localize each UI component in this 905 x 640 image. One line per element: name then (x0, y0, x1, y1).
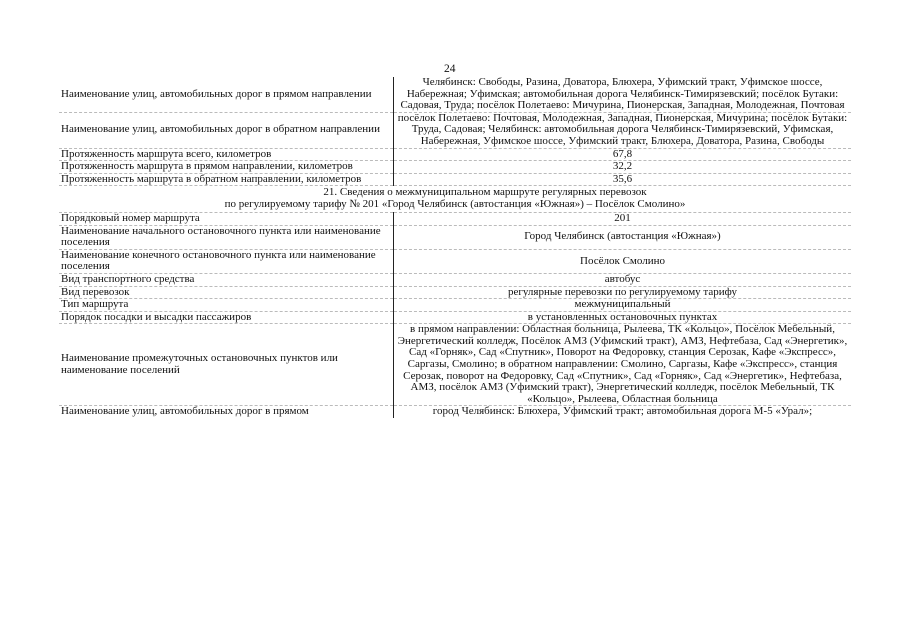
row-value: город Челябинск: Блюхера, Уфимский тракт; автомобильная дорога М-5 «Урал»; (394, 406, 852, 418)
row-value: Город Челябинск (автостанция «Южная») (394, 225, 852, 249)
row-value: автобус (394, 273, 852, 286)
row-label: Тип маршрута (59, 299, 394, 312)
table-row (59, 225, 851, 249)
row-value: Челябинск: Свободы, Разина, Доватора, Блюхера, Уфимский тракт, Уфимское шоссе, Набережная; Уфимская; автомобильная дорога Челябинск-Тимирязевский; посёлок Бутаки: Садовая, Труда; посёлок Полетаево: Мичурина, Пионерская, Западная, Молодежная, Почтовая (394, 77, 852, 112)
table-row (59, 161, 851, 174)
section-heading-line-1: 21. Сведения о межмуниципальном маршруте регулярных перевозок (323, 186, 647, 199)
row-value: в прямом направлении: Областная больница, Рылеева, ТК «Кольцо», Посёлок Мебельный, Энергетический колледж, Посёлок АМЗ (Уфимский тракт), АМЗ, Нефтебаза, Сад «Энергетик», Сад «Горняк», Сад «Спутник», Поворот на Федоровку, станция Серозак, Кафе «Экспресс», Саргазы, Смолино; в обратном направлении: Смолино, Саргазы, Кафе «Экспресс», станция Серозак, поворот на Федоровку, Сад «Спутник», Сад «Горняк», Сад «Энергетик», Нефтебаза, АМЗ, посёлок АМЗ (Уфимский тракт), Энергетический колледж, посёлок Мебельный, ТК «Кольцо», Рылеева, Областная больница (394, 324, 852, 406)
row-value: 32,2 (394, 161, 852, 174)
section-heading (59, 186, 851, 213)
row-label: Вид транспортного средства (59, 273, 394, 286)
row-value: межмуниципальный (394, 299, 852, 312)
table-row (59, 286, 851, 299)
row-label: Порядковый номер маршрута (59, 212, 394, 225)
table-row (59, 324, 851, 406)
page-number: 24 (444, 63, 456, 75)
row-label: Наименование начального остановочного пункта или наименование поселения (59, 225, 394, 249)
table-row (59, 212, 851, 225)
table-row (59, 173, 851, 186)
row-value: посёлок Полетаево: Почтовая, Молодежная, Западная, Пионерская, Мичурина; посёлок Бутаки: Труда, Садовая; Челябинск: автомобильная дорога Челябинск-Тимирязевский, Уфимская, Набережная, Уфимское шоссе, Уфимский тракт, Блюхера, Доватора, Разина, Свободы (394, 112, 852, 148)
table-row (59, 299, 851, 312)
row-label: Вид перевозок (59, 286, 394, 299)
row-label: Протяженность маршрута всего, километров (59, 148, 394, 161)
section-heading-row (59, 186, 851, 213)
row-value: 35,6 (394, 173, 852, 186)
row-value: в установленных остановочных пунктах (394, 311, 852, 324)
row-value: Посёлок Смолино (394, 249, 852, 273)
row-value: 201 (394, 212, 852, 225)
section-heading-line-2: по регулируемому тарифу № 201 «Город Челябинск (автостанция «Южная») – Посёлок Смолино» (224, 198, 686, 211)
row-label: Наименование улиц, автомобильных дорог в обратном направлении (59, 112, 394, 148)
row-label: Наименование промежуточных остановочных пунктов или наименование поселений (59, 324, 394, 406)
table-row (59, 112, 851, 148)
table-row (59, 273, 851, 286)
row-label: Наименование улиц, автомобильных дорог в прямом (61, 405, 309, 418)
row-value: регулярные перевозки по регулируемому тарифу (394, 286, 852, 299)
route-info-table (59, 77, 851, 418)
table-row (59, 148, 851, 161)
row-value: 67,8 (394, 148, 852, 161)
table-row (59, 311, 851, 324)
table-row (59, 77, 851, 112)
row-label: Порядок посадки и высадки пассажиров (59, 311, 394, 324)
row-label: Наименование конечного остановочного пункта или наименование поселения (59, 249, 394, 273)
row-label: Наименование улиц, автомобильных дорог в прямом направлении (59, 77, 394, 112)
table-row (59, 249, 851, 273)
row-label: Протяженность маршрута в обратном направлении, километров (59, 173, 394, 186)
table-row (59, 406, 851, 418)
row-label: Протяженность маршрута в прямом направлении, километров (59, 161, 394, 174)
